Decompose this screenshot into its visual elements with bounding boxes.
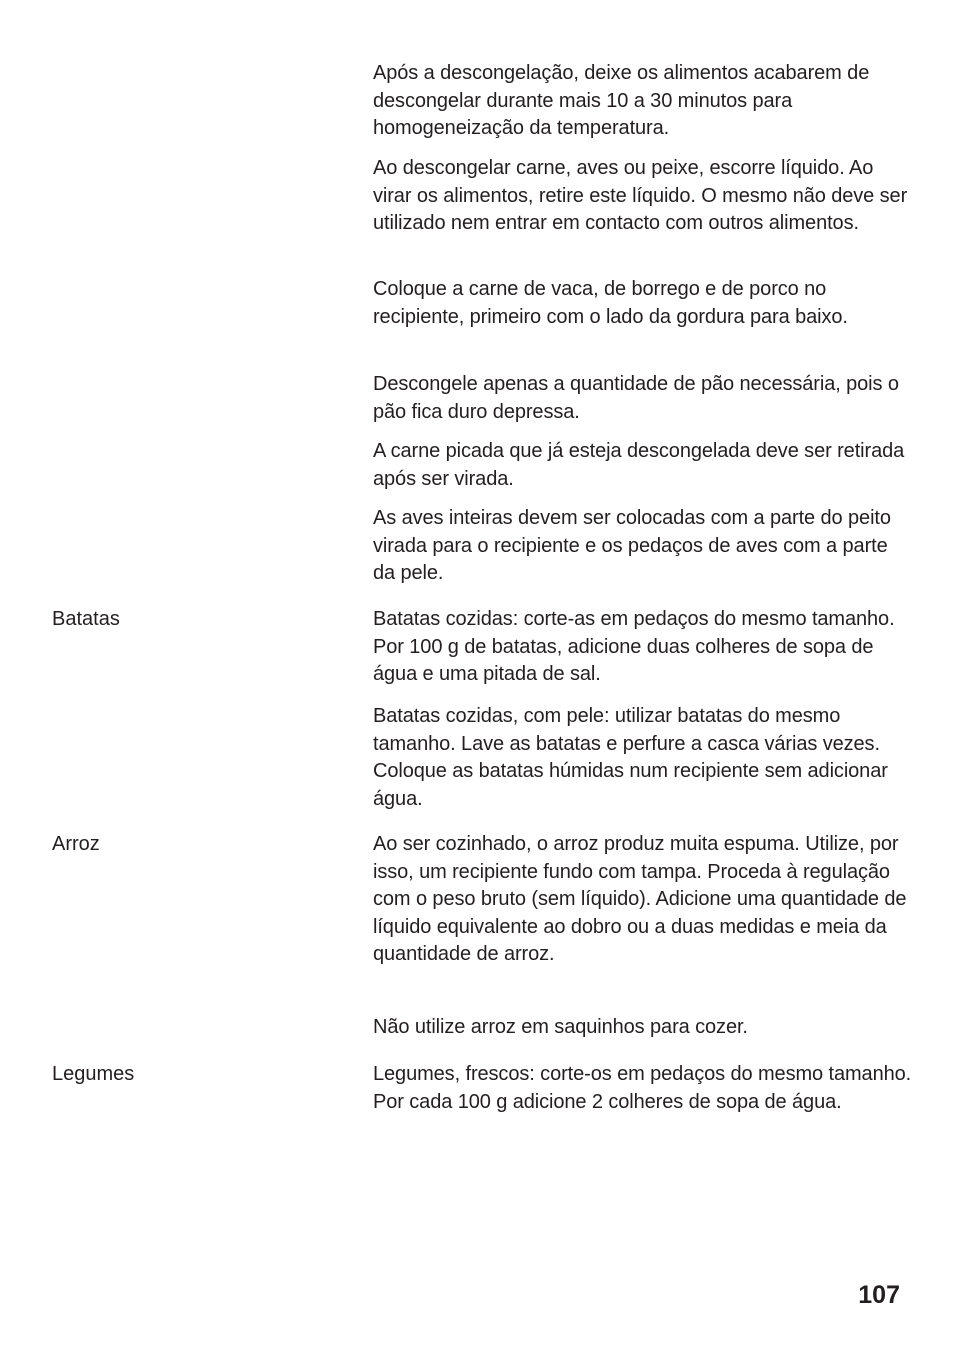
intro-para-2: Ao descongelar carne, aves ou peixe, escorre líquido. Ao virar os alimentos, retire este líquido. O mesmo não deve ser utilizado nem entrar em contacto com outros alimentos. (373, 157, 908, 234)
intro-para-1: Após a descongelação, deixe os alimentos acabarem de descongelar durante mais 10 a 30 minutos para homogeneização da temperatura. (373, 62, 870, 139)
batatas-para-1: Batatas cozidas: corte-as em pedaços do mesmo tamanho. Por 100 g de batatas, adicione duas colheres de sopa de água e uma pitada de sal. (373, 608, 895, 685)
intro-para-4: Descongele apenas a quantidade de pão necessária, pois o pão fica duro depressa. (373, 373, 899, 423)
batatas-para-2: Batatas cozidas, com pele: utilizar batatas do mesmo tamanho. Lave as batatas e perfure a casca várias vezes. Coloque as batatas húmidas num recipiente sem adicionar água. (373, 705, 888, 810)
section-label-legumes: Legumes (52, 1063, 135, 1085)
section-label-arroz: Arroz (52, 833, 100, 855)
intro-para-6: As aves inteiras devem ser colocadas com a parte do peito virada para o recipiente e os pedaços de aves com a parte da pele. (373, 507, 891, 584)
arroz-para-2: Não utilize arroz em saquinhos para cozer. (373, 1016, 748, 1038)
page-number: 107 (858, 1281, 900, 1309)
intro-para-5: A carne picada que já esteja descongelada deve ser retirada após ser virada. (373, 440, 905, 490)
legumes-para-1: Legumes, frescos: corte-os em pedaços do mesmo tamanho. Por cada 100 g adicione 2 colheres de sopa de água. (373, 1063, 912, 1113)
section-label-batatas: Batatas (52, 608, 120, 630)
arroz-para-1: Ao ser cozinhado, o arroz produz muita espuma. Utilize, por isso, um recipiente fundo com tampa. Proceda à regulação com o peso bruto (sem líquido). Adicione uma quantidade de líquido equivalente ao dobro ou a duas medidas e meia da quantidade de arroz. (373, 833, 907, 965)
intro-para-3: Coloque a carne de vaca, de borrego e de porco no recipiente, primeiro com o lado da gordura para baixo. (373, 278, 848, 328)
